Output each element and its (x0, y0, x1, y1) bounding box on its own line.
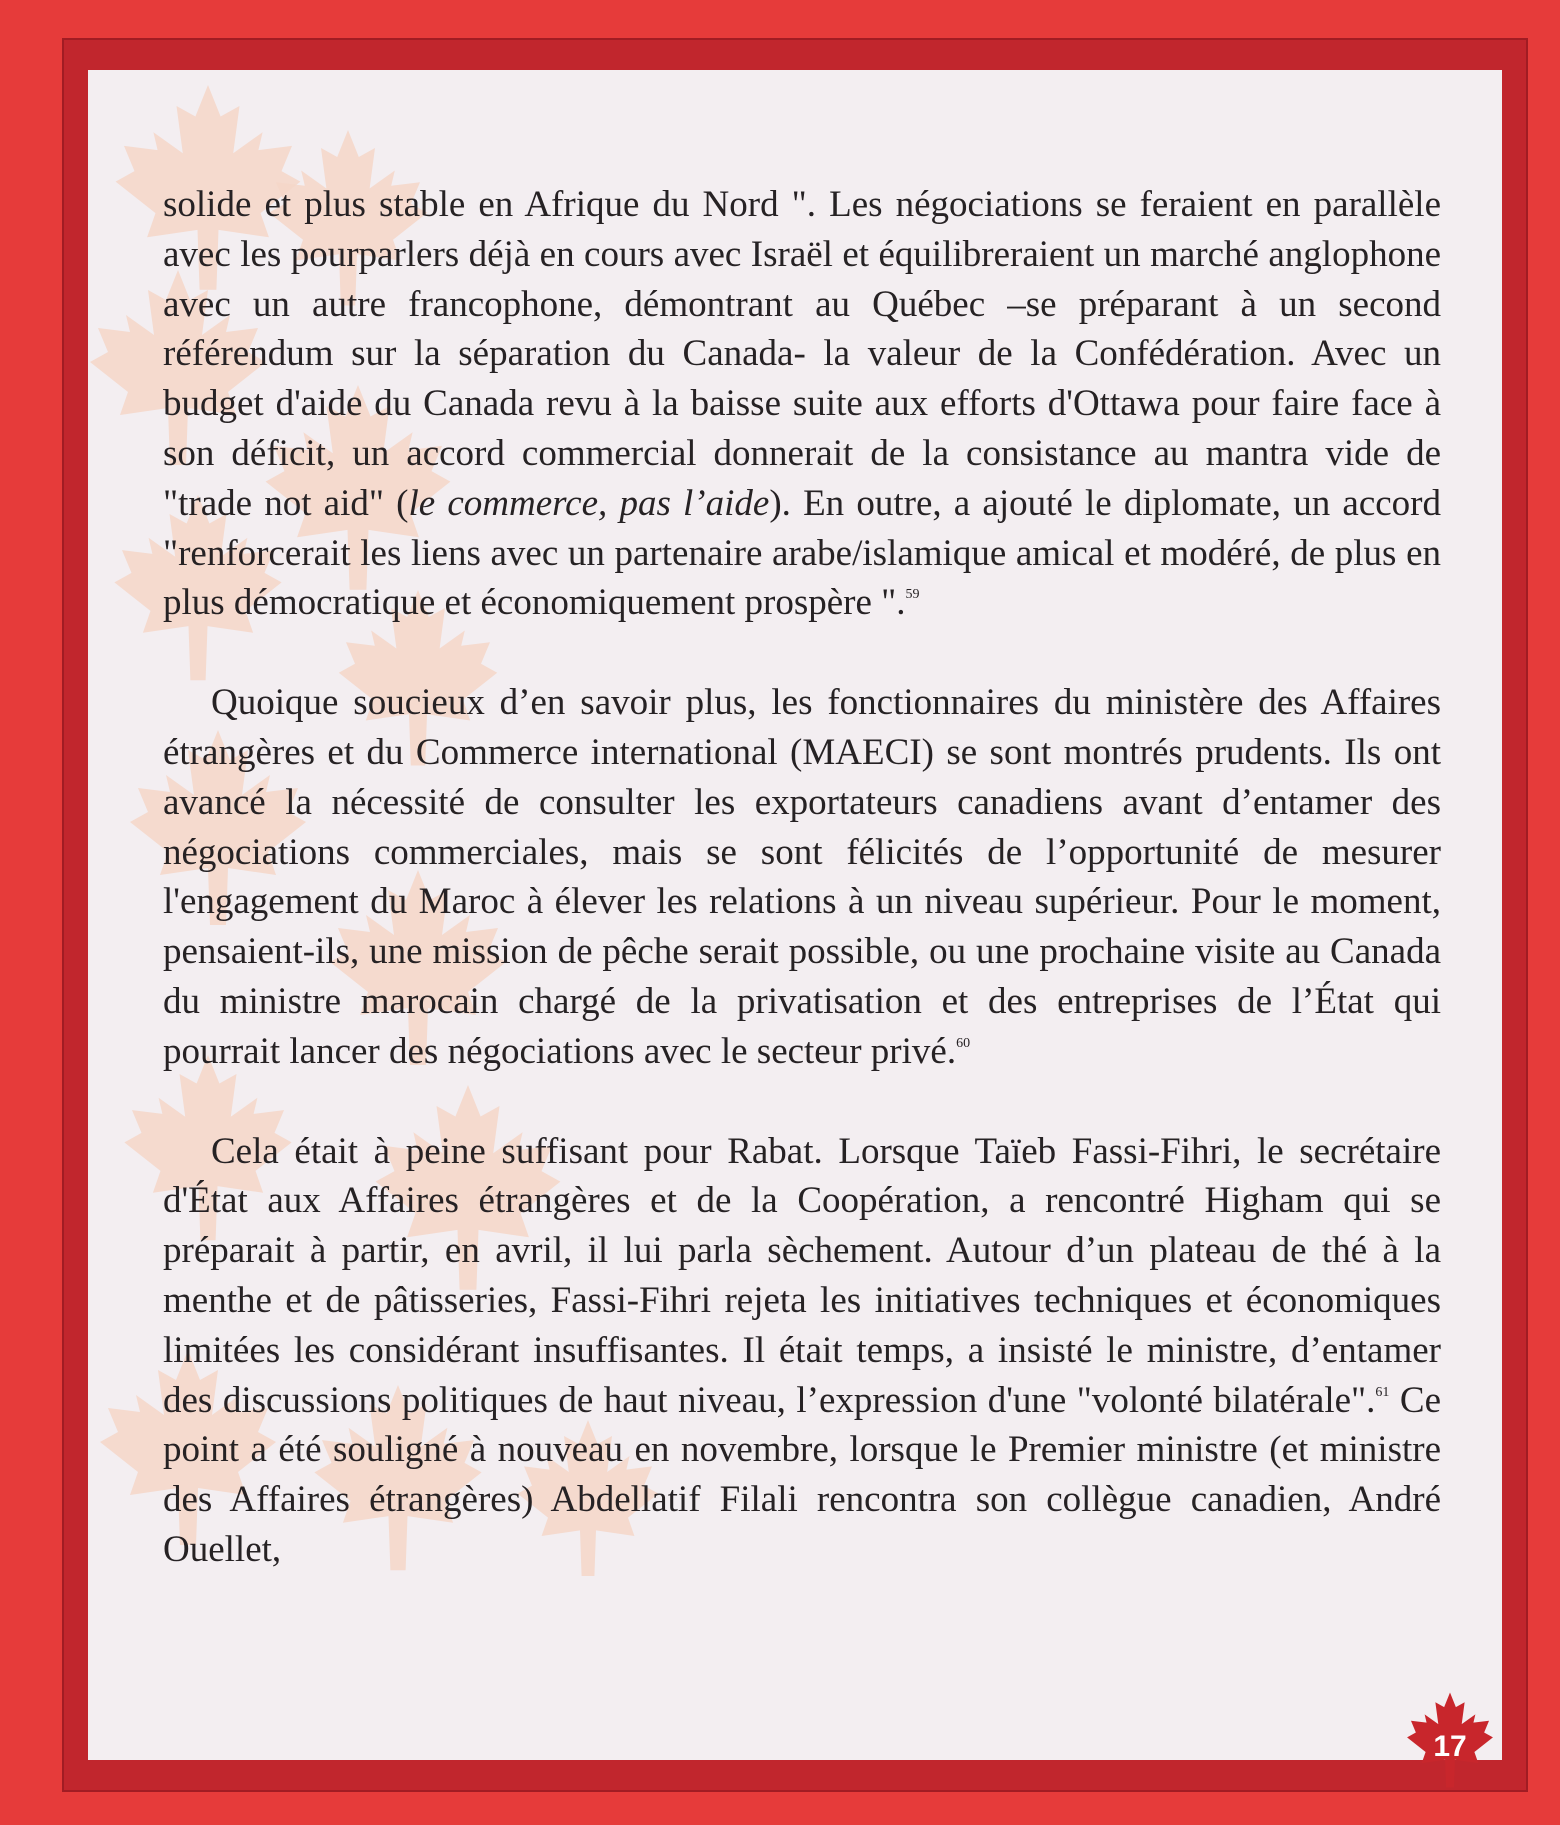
footnote-marker: 61 (1375, 1384, 1390, 1400)
paragraph-text: Cela était à peine suffisant pour Rabat. Lorsque Taïeb Fassi-Fihri, le secrétaire d'État aux Affaires étrangères et de la Coopération, a rencontré Higham qui se préparait à partir, en avril, il lui parla sèchement. Autour d’un plateau de thé à la menthe et de pâtisseries, Fassi-Fihri rejeta les initiatives techniques et économiques limitées les considérant insuffisantes. Il était temps, a insisté le ministre, d’entamer des discussions politiques de haut niveau, l’expression d'une "volonté bilatérale". (163, 1130, 1441, 1421)
page-number-badge (1395, 1690, 1505, 1790)
paragraph (163, 678, 1441, 1076)
paragraph-text: Ce point a été souligné à nouveau en novembre, lorsque le Premier ministre (et ministre des Affaires étrangères) Abdellatif Filali rencontra son collègue canadien, André Ouellet, (163, 1379, 1441, 1570)
paragraph (163, 1127, 1441, 1575)
page-number: 17 (1433, 1730, 1467, 1763)
body-text (163, 180, 1441, 1575)
footnote-marker: 60 (956, 1035, 971, 1051)
page (88, 70, 1502, 1760)
paragraph-text: Quoique soucieux d’en savoir plus, les fonctionnaires du ministère des Affaires étrangères et du Commerce international (MAECI) se sont montrés prudents. Ils ont avancé la nécessité de consulter les exportateurs canadiens avant d’entamer des négociations commerciales, mais se sont félicités de l’opportunité de mesurer l'engagement du Maroc à élever les relations à un niveau supérieur. Pour le moment, pensaient-ils, une mission de pêche serait possible, ou une prochaine visite au Canada du ministre marocain chargé de la privatisation et des entreprises de l’État qui pourrait lancer des négociations avec le secteur privé. (163, 682, 1441, 1072)
footnote-marker: 59 (905, 587, 920, 603)
paragraph-text: ). En outre, a ajouté le diplomate, un accord "renforcerait les liens avec un partenaire arabe/islamique amical et modéré, de plus en plus démocratique et économiquement prospère ". (163, 482, 1441, 624)
italic-translation: le commerce, pas l’aide (408, 482, 770, 524)
paragraph (163, 180, 1441, 628)
paragraph-text: solide et plus stable en Afrique du Nord ". Les négociations se feraient en parallèle avec les pourparlers déjà en cours avec Israël et équilibreraient un marché anglophone avec un autre francophone, démontrant au Québec –se préparant à un second référendum sur la séparation du Canada- la valeur de la Confédération. Avec un budget d'aide du Canada revu à la baisse suite aux efforts d'Ottawa pour faire face à son déficit, un accord commercial donnerait de la consistance au mantra vide de "trade not aid" ( (163, 184, 1441, 524)
